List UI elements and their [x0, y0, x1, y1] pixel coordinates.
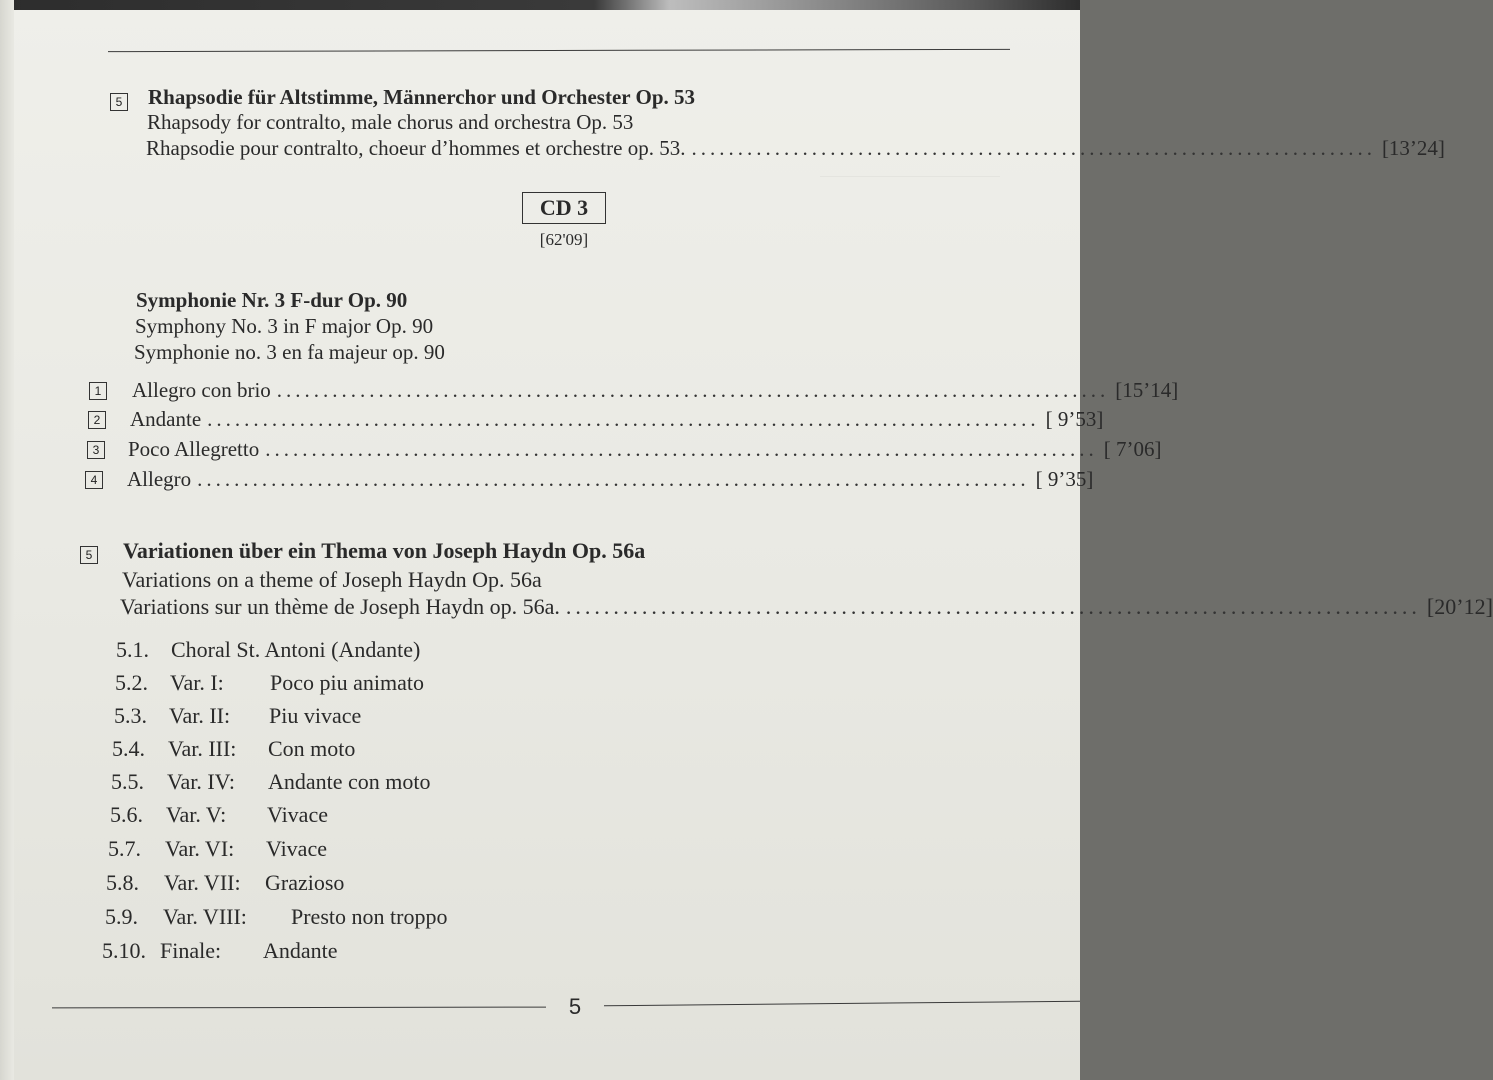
dot-leader: .......................................................................... — [691, 136, 1376, 160]
page-left-edge — [0, 0, 14, 1080]
variation-tempo: Con moto — [268, 736, 356, 761]
variation-label: Var. IV: — [167, 769, 236, 794]
cd-total-time: [62'09] — [539, 230, 589, 249]
variations-title-fr: Variations sur un thème de Joseph Haydn op. 56a. — [120, 594, 560, 619]
variation-label: Var. II: — [169, 703, 231, 728]
variation-label: Var. VIII: — [163, 904, 247, 929]
variation-label: Var. III: — [168, 736, 237, 761]
track-number-box: 5 — [80, 546, 98, 564]
rhapsodie-title-en: Rhapsody for contralto, male chorus and orchestra Op. 53 — [147, 110, 634, 134]
track-number-box: 4 — [85, 471, 103, 489]
variation-label: Var. VII: — [164, 870, 241, 895]
footer-rule-left — [52, 1007, 546, 1009]
variation-number: 5.1. — [116, 637, 149, 662]
movement-title: Allegro — [127, 467, 192, 491]
variation-tempo: Andante — [263, 938, 338, 963]
variation-tempo: Vivace — [267, 802, 328, 827]
variations-title-en: Variations on a theme of Joseph Haydn Op. 56a — [122, 567, 542, 592]
rhapsodie-title-fr: Rhapsodie pour contralto, choeur d’hommes et orchestre op. 53. — [146, 136, 686, 160]
page-number: 5 — [568, 994, 582, 1019]
dot-leader: .......................................................................................... — [197, 467, 1030, 491]
variation-tempo: Grazioso — [265, 870, 345, 895]
variation-tempo: Andante con moto — [268, 769, 431, 794]
variation-label: Finale: — [160, 938, 222, 963]
top-rule — [108, 49, 1010, 52]
variation-number: 5.5. — [111, 769, 144, 794]
variation-tempo: Presto non troppo — [291, 904, 448, 929]
cd-label-box: CD 3 — [522, 192, 606, 224]
rhapsodie-title-de: Rhapsodie für Altstimme, Männerchor und Orchester Op. 53 — [148, 85, 695, 109]
footer-rule-right — [604, 1001, 1080, 1007]
movement-title: Andante — [130, 407, 202, 431]
track-number-box: 5 — [110, 93, 128, 111]
symphony-title-en: Symphony No. 3 in F major Op. 90 — [135, 314, 434, 338]
movement-duration: [15’14] — [1115, 378, 1179, 402]
variation-tempo: Poco piu animato — [270, 670, 424, 695]
movement-row — [127, 466, 1094, 492]
variation-number: 5.3. — [114, 703, 147, 728]
symphony-title-fr: Symphonie no. 3 en fa majeur op. 90 — [134, 340, 445, 364]
track-number-box: 2 — [88, 411, 106, 429]
dot-leader: .......................................................................................... — [265, 437, 1098, 461]
variation-number: 5.8. — [106, 870, 139, 895]
symphony-title-de: Symphonie Nr. 3 F-dur Op. 90 — [136, 288, 408, 312]
show-through — [820, 176, 1000, 237]
variations-duration: [20’12] — [1426, 594, 1493, 619]
movement-row — [132, 377, 1179, 403]
rhapsodie-duration: [13’24] — [1381, 136, 1445, 160]
track-number-box: 3 — [87, 441, 105, 459]
variation-label: Var. I: — [170, 670, 224, 695]
variation-number: 5.2. — [115, 670, 148, 695]
variation-number: 5.7. — [108, 836, 141, 861]
variation-number: 5.6. — [110, 802, 143, 827]
movement-row — [128, 436, 1162, 462]
top-background — [0, 0, 1080, 10]
dot-leader: .......................................................................................... — [207, 407, 1040, 431]
variation-label: Var. V: — [166, 802, 227, 827]
track-number-box: 1 — [89, 382, 107, 400]
movement-title: Poco Allegretto — [128, 437, 260, 461]
movement-duration: [ 9’53] — [1045, 407, 1104, 431]
movement-duration: [ 9’35] — [1035, 467, 1094, 491]
rhapsodie-title-fr-row — [146, 135, 1445, 161]
movement-duration: [ 7’06] — [1103, 437, 1162, 461]
movement-row — [130, 406, 1104, 432]
dot-leader: .......................................................................................... — [276, 378, 1110, 402]
variation-label: Var. VI: — [165, 836, 235, 861]
dot-leader: .......................................................................................... — [565, 594, 1421, 619]
variation-number: 5.9. — [105, 904, 138, 929]
variations-title-fr-row — [120, 594, 1493, 620]
variation-label: Choral St. Antoni (Andante) — [171, 637, 421, 662]
variation-tempo: Piu vivace — [269, 703, 362, 728]
variation-number: 5.4. — [112, 736, 145, 761]
variation-tempo: Vivace — [266, 836, 327, 861]
variation-number: 5.10. — [102, 938, 146, 963]
movement-title: Allegro con brio — [132, 378, 271, 402]
variations-title-de: Variationen über ein Thema von Joseph Haydn Op. 56a — [123, 538, 646, 563]
